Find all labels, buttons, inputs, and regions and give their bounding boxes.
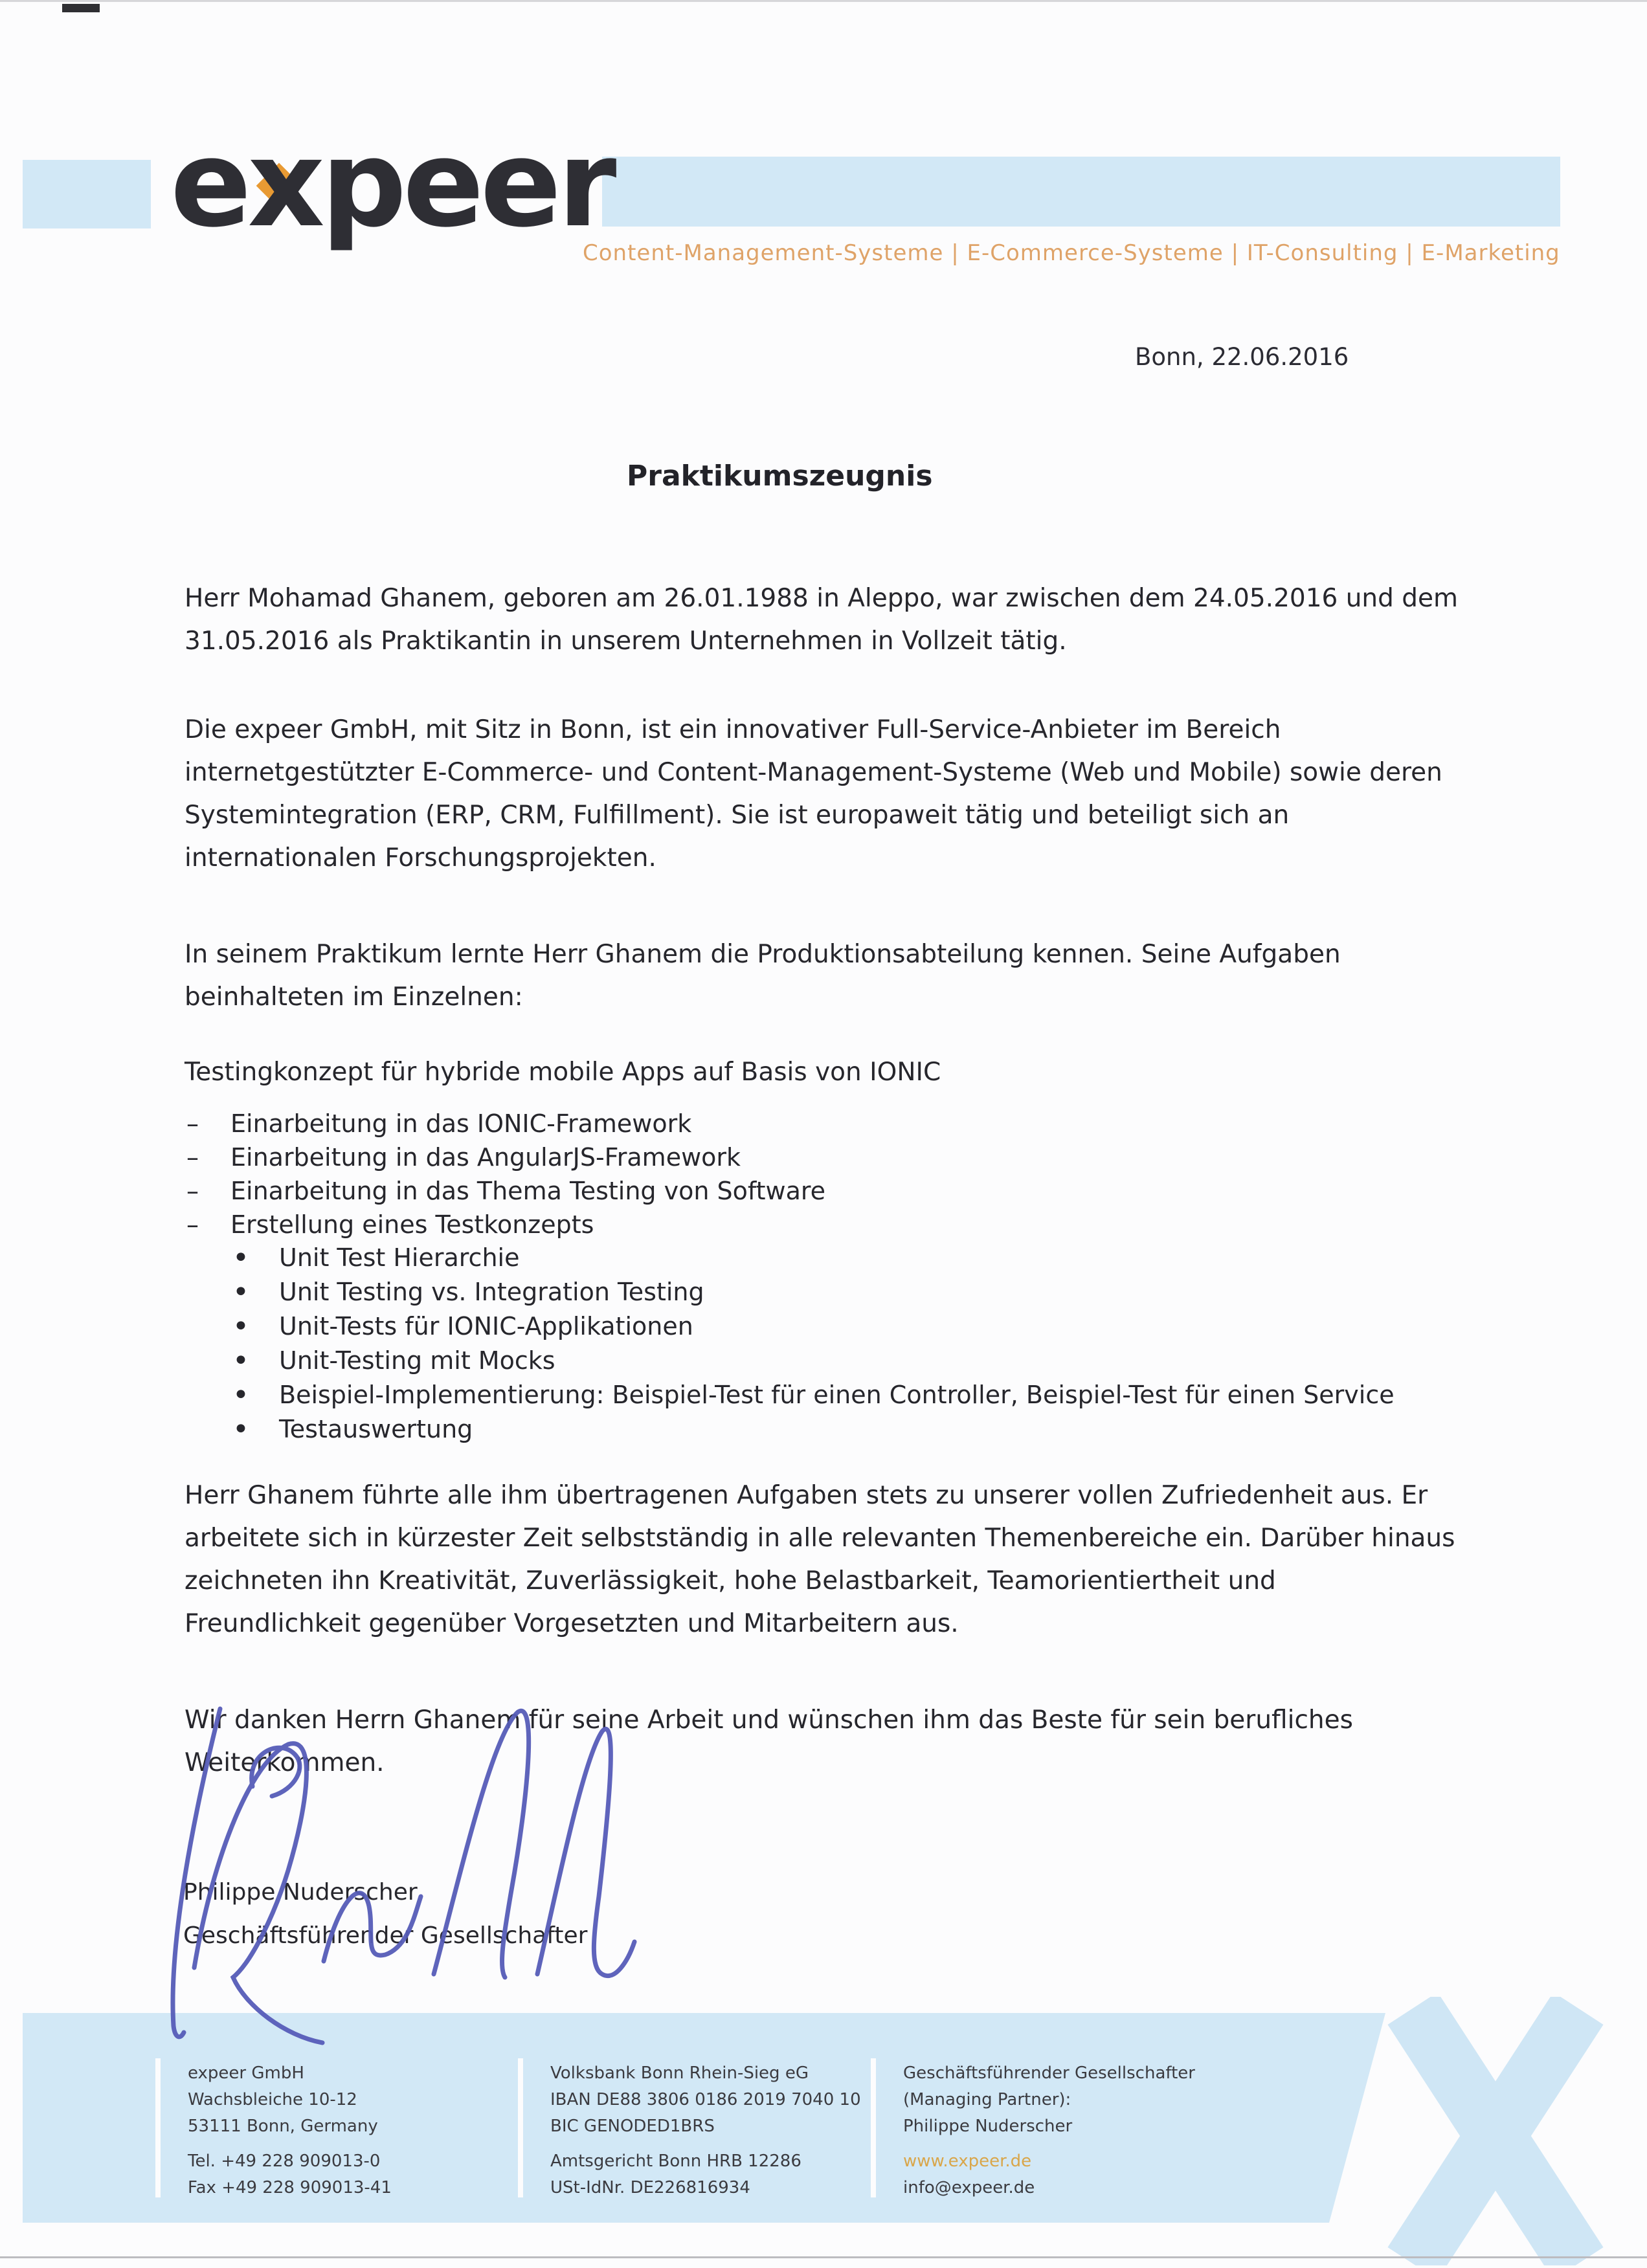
paragraph-line: Freundlichkeit gegenüber Vorgesetzten und Mitarbeitern aus.	[185, 1609, 959, 1638]
scan-edge-artifact	[0, 0, 1647, 2]
task-dash-item: – Einarbeitung in das Thema Testing von Software	[185, 1174, 1544, 1208]
paragraph-intro-person	[185, 577, 1544, 663]
paragraph-line: 31.05.2016 als Praktikantin in unserem Unternehmen in Vollzeit tätig.	[185, 627, 1067, 656]
signer-name: Philippe Nuderscher	[183, 1879, 418, 1906]
email-address: info@expeer.de	[903, 2178, 1035, 2197]
footer-line: Tel. +49 228 909013-0	[188, 2151, 381, 2171]
footer-line: Wachsbleiche 10-12	[188, 2090, 357, 2109]
footer-line: Philippe Nuderscher	[903, 2117, 1073, 2136]
expeer-x-watermark-icon	[1353, 1997, 1638, 2265]
letter-date: Bonn, 22.06.2016	[1135, 343, 1349, 371]
paragraph-line: Systemintegration (ERP, CRM, Fulfillment). Sie ist europaweit tätig und beteiligt sich an	[185, 801, 1290, 830]
task-dash-item: – Einarbeitung in das AngularJS-Framework	[185, 1140, 1544, 1174]
expeer-logo: expeer	[170, 114, 613, 254]
scan-edge-artifact	[0, 2256, 1647, 2258]
task-bullet-list	[185, 1241, 1576, 1447]
scan-mark-artifact	[62, 4, 100, 12]
footer-bank-registry	[550, 2060, 861, 2201]
footer-management-contact	[903, 2060, 1195, 2201]
document-title: Praktikumszeugnis	[627, 460, 933, 493]
task-bullet-item: • Testauswertung	[185, 1412, 1576, 1447]
footer-registry-lines	[550, 2148, 861, 2201]
footer-management-lines	[903, 2060, 1195, 2140]
paragraph-line: zeichneten ihn Kreativität, Zuverlässigkeit, hohe Belastbarkeit, Teamorientiertheit und	[185, 1566, 1276, 1595]
task-dash-item: – Erstellung eines Testkonzepts	[185, 1208, 1544, 1241]
footer-line: Amtsgericht Bonn HRB 12286	[550, 2151, 801, 2171]
footer-line: 53111 Bonn, Germany	[188, 2117, 378, 2136]
paragraph-performance-assessment	[185, 1474, 1544, 1645]
task-bullet-item: • Unit-Tests für IONIC-Applikationen	[185, 1309, 1576, 1344]
footer-line: Volksbank Bonn Rhein-Sieg eG	[550, 2063, 809, 2083]
paragraph-company-description	[185, 709, 1544, 880]
tasks-heading-line: Testingkonzept für hybride mobile Apps auf Basis von IONIC	[185, 1058, 941, 1087]
footer-line: USt-IdNr. DE226816934	[550, 2178, 750, 2197]
task-dash-list	[185, 1107, 1544, 1241]
paragraph-line: Die expeer GmbH, mit Sitz in Bonn, ist ein innovativer Full-Service-Anbieter im Bereich	[185, 715, 1281, 744]
footer-divider	[155, 2058, 161, 2197]
footer-line: Fax +49 228 909013-41	[188, 2178, 392, 2197]
paragraph-line: Wir danken Herrn Ghanem für seine Arbeit und wünschen ihm das Beste für sein berufliches	[185, 1706, 1353, 1735]
paragraph-line: Herr Ghanem führte alle ihm übertragenen Aufgaben stets zu unserer vollen Zufriedenheit aus. Er	[185, 1481, 1428, 1510]
paragraph-internship-intro	[185, 933, 1544, 1019]
paragraph-line: Herr Mohamad Ghanem, geboren am 26.01.1988 in Aleppo, war zwischen dem 24.05.2016 und dem	[185, 584, 1459, 613]
footer-links	[903, 2148, 1195, 2201]
task-bullet-item: • Unit Testing vs. Integration Testing	[185, 1275, 1576, 1309]
paragraph-line: internationalen Forschungsprojekten.	[185, 843, 656, 873]
task-bullet-item: • Beispiel-Implementierung: Beispiel-Test für einen Controller, Beispiel-Test für einen Service	[185, 1378, 1576, 1412]
footer-line: (Managing Partner):	[903, 2090, 1071, 2109]
task-bullet-item: • Unit-Testing mit Mocks	[185, 1344, 1576, 1378]
company-tagline: Content-Management-Systeme | E-Commerce-Systeme | IT-Consulting | E-Marketing	[583, 240, 1560, 266]
footer-company-address	[188, 2060, 392, 2201]
paragraph-line: internetgestützter E-Commerce- und Content-Management-Systeme (Web und Mobile) sowie deren	[185, 758, 1442, 787]
task-dash-item: – Einarbeitung in das IONIC-Framework	[185, 1107, 1544, 1140]
paragraph-line: beinhalteten im Einzelnen:	[185, 983, 523, 1012]
footer-line: Geschäftsführender Gesellschafter	[903, 2063, 1195, 2083]
paragraph-line: arbeitete sich in kürzester Zeit selbstständig in alle relevanten Themenbereiche ein. Darüber hinaus	[185, 1524, 1455, 1553]
footer-line: IBAN DE88 3806 0186 2019 7040 10	[550, 2090, 861, 2109]
signer-role: Geschäftsführender Gesellschafter	[183, 1922, 588, 1949]
handwritten-signature	[155, 1683, 673, 2045]
footer-divider	[518, 2058, 523, 2197]
letterhead-band-left	[23, 160, 151, 228]
footer-divider	[871, 2058, 876, 2197]
footer-phone-lines	[188, 2148, 392, 2201]
website-url: www.expeer.de	[903, 2151, 1032, 2171]
footer-line: expeer GmbH	[188, 2063, 304, 2083]
footer-bank-lines	[550, 2060, 861, 2140]
footer-address-lines	[188, 2060, 392, 2140]
paragraph-line: Weiterkommen.	[185, 1748, 385, 1777]
letterhead-band-right	[602, 157, 1560, 227]
task-bullet-item: • Unit Test Hierarchie	[185, 1241, 1576, 1275]
paragraph-line: In seinem Praktikum lernte Herr Ghanem die Produktionsabteilung kennen. Seine Aufgaben	[185, 940, 1341, 969]
tasks-heading	[185, 1051, 1544, 1094]
footer-line: BIC GENODED1BRS	[550, 2117, 715, 2136]
